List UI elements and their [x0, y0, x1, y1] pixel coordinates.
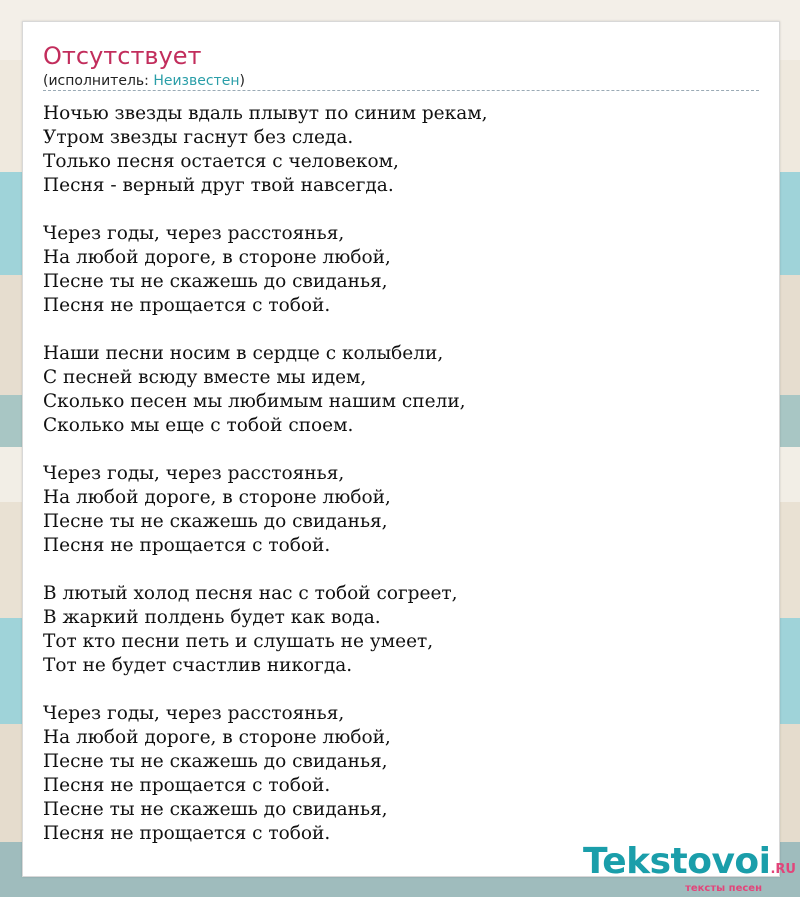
artist-line	[43, 72, 245, 90]
lyric-line: Песне ты не скажешь до свиданья,	[43, 271, 388, 292]
lyric-line	[43, 438, 759, 462]
lyric-line: Тот кто песни петь и слушать не умеет,	[43, 631, 434, 652]
lyric-line: Песня не прощается с тобой.	[43, 775, 331, 796]
lyric-line: Через годы, через расстоянья,	[43, 703, 345, 724]
artist-prefix: (исполнитель:	[43, 73, 154, 89]
lyric-line: Песня не прощается с тобой.	[43, 535, 331, 556]
artist-link[interactable]: Неизвестен	[153, 73, 240, 89]
lyric-line	[43, 198, 759, 222]
lyric-line: Песня - верный друг твой навсегда.	[43, 175, 394, 196]
watermark-tagline: тексты песен	[685, 883, 762, 894]
song-title: Отсутствует	[43, 42, 202, 70]
lyric-line: Через годы, через расстоянья,	[43, 223, 345, 244]
lyric-line: Наши песни носим в сердце с колыбели,	[43, 343, 444, 364]
lyric-line	[43, 318, 759, 342]
title-divider	[43, 90, 759, 91]
lyric-line: Песне ты не скажешь до свиданья,	[43, 799, 388, 820]
lyric-line	[43, 558, 759, 582]
lyrics-card	[22, 21, 780, 877]
lyric-line: Песня не прощается с тобой.	[43, 823, 331, 844]
lyric-line: Песне ты не скажешь до свиданья,	[43, 751, 388, 772]
lyric-line: Песне ты не скажешь до свиданья,	[43, 511, 388, 532]
artist-suffix: )	[239, 73, 245, 89]
lyric-line: Утром звезды гаснут без следа.	[43, 127, 354, 148]
lyric-line: В лютый холод песня нас с тобой согреет,	[43, 583, 458, 604]
lyric-line: Песня не прощается с тобой.	[43, 295, 331, 316]
watermark-tld: .RU	[770, 862, 796, 877]
lyric-line: На любой дороге, в стороне любой,	[43, 487, 391, 508]
lyric-line: Через годы, через расстоянья,	[43, 463, 345, 484]
lyric-line: Сколько песен мы любимым нашим спели,	[43, 391, 466, 412]
lyric-line	[43, 678, 759, 702]
lyric-line: Ночью звезды вдаль плывут по синим рекам,	[43, 103, 488, 124]
lyric-line: С песней всюду вместе мы идем,	[43, 367, 367, 388]
lyric-line: На любой дороге, в стороне любой,	[43, 247, 391, 268]
lyric-line: Тот не будет счастлив никогда.	[43, 655, 353, 676]
site-watermark	[582, 841, 796, 895]
lyric-line: Только песня остается с человеком,	[43, 151, 399, 172]
lyric-line: Сколько мы еще с тобой споем.	[43, 415, 354, 436]
watermark-brand: Tekstovoi	[582, 841, 771, 882]
lyrics-text	[43, 102, 759, 846]
lyric-line: В жаркий полдень будет как вода.	[43, 607, 381, 628]
lyric-line: На любой дороге, в стороне любой,	[43, 727, 391, 748]
watermark-logo	[582, 841, 796, 887]
